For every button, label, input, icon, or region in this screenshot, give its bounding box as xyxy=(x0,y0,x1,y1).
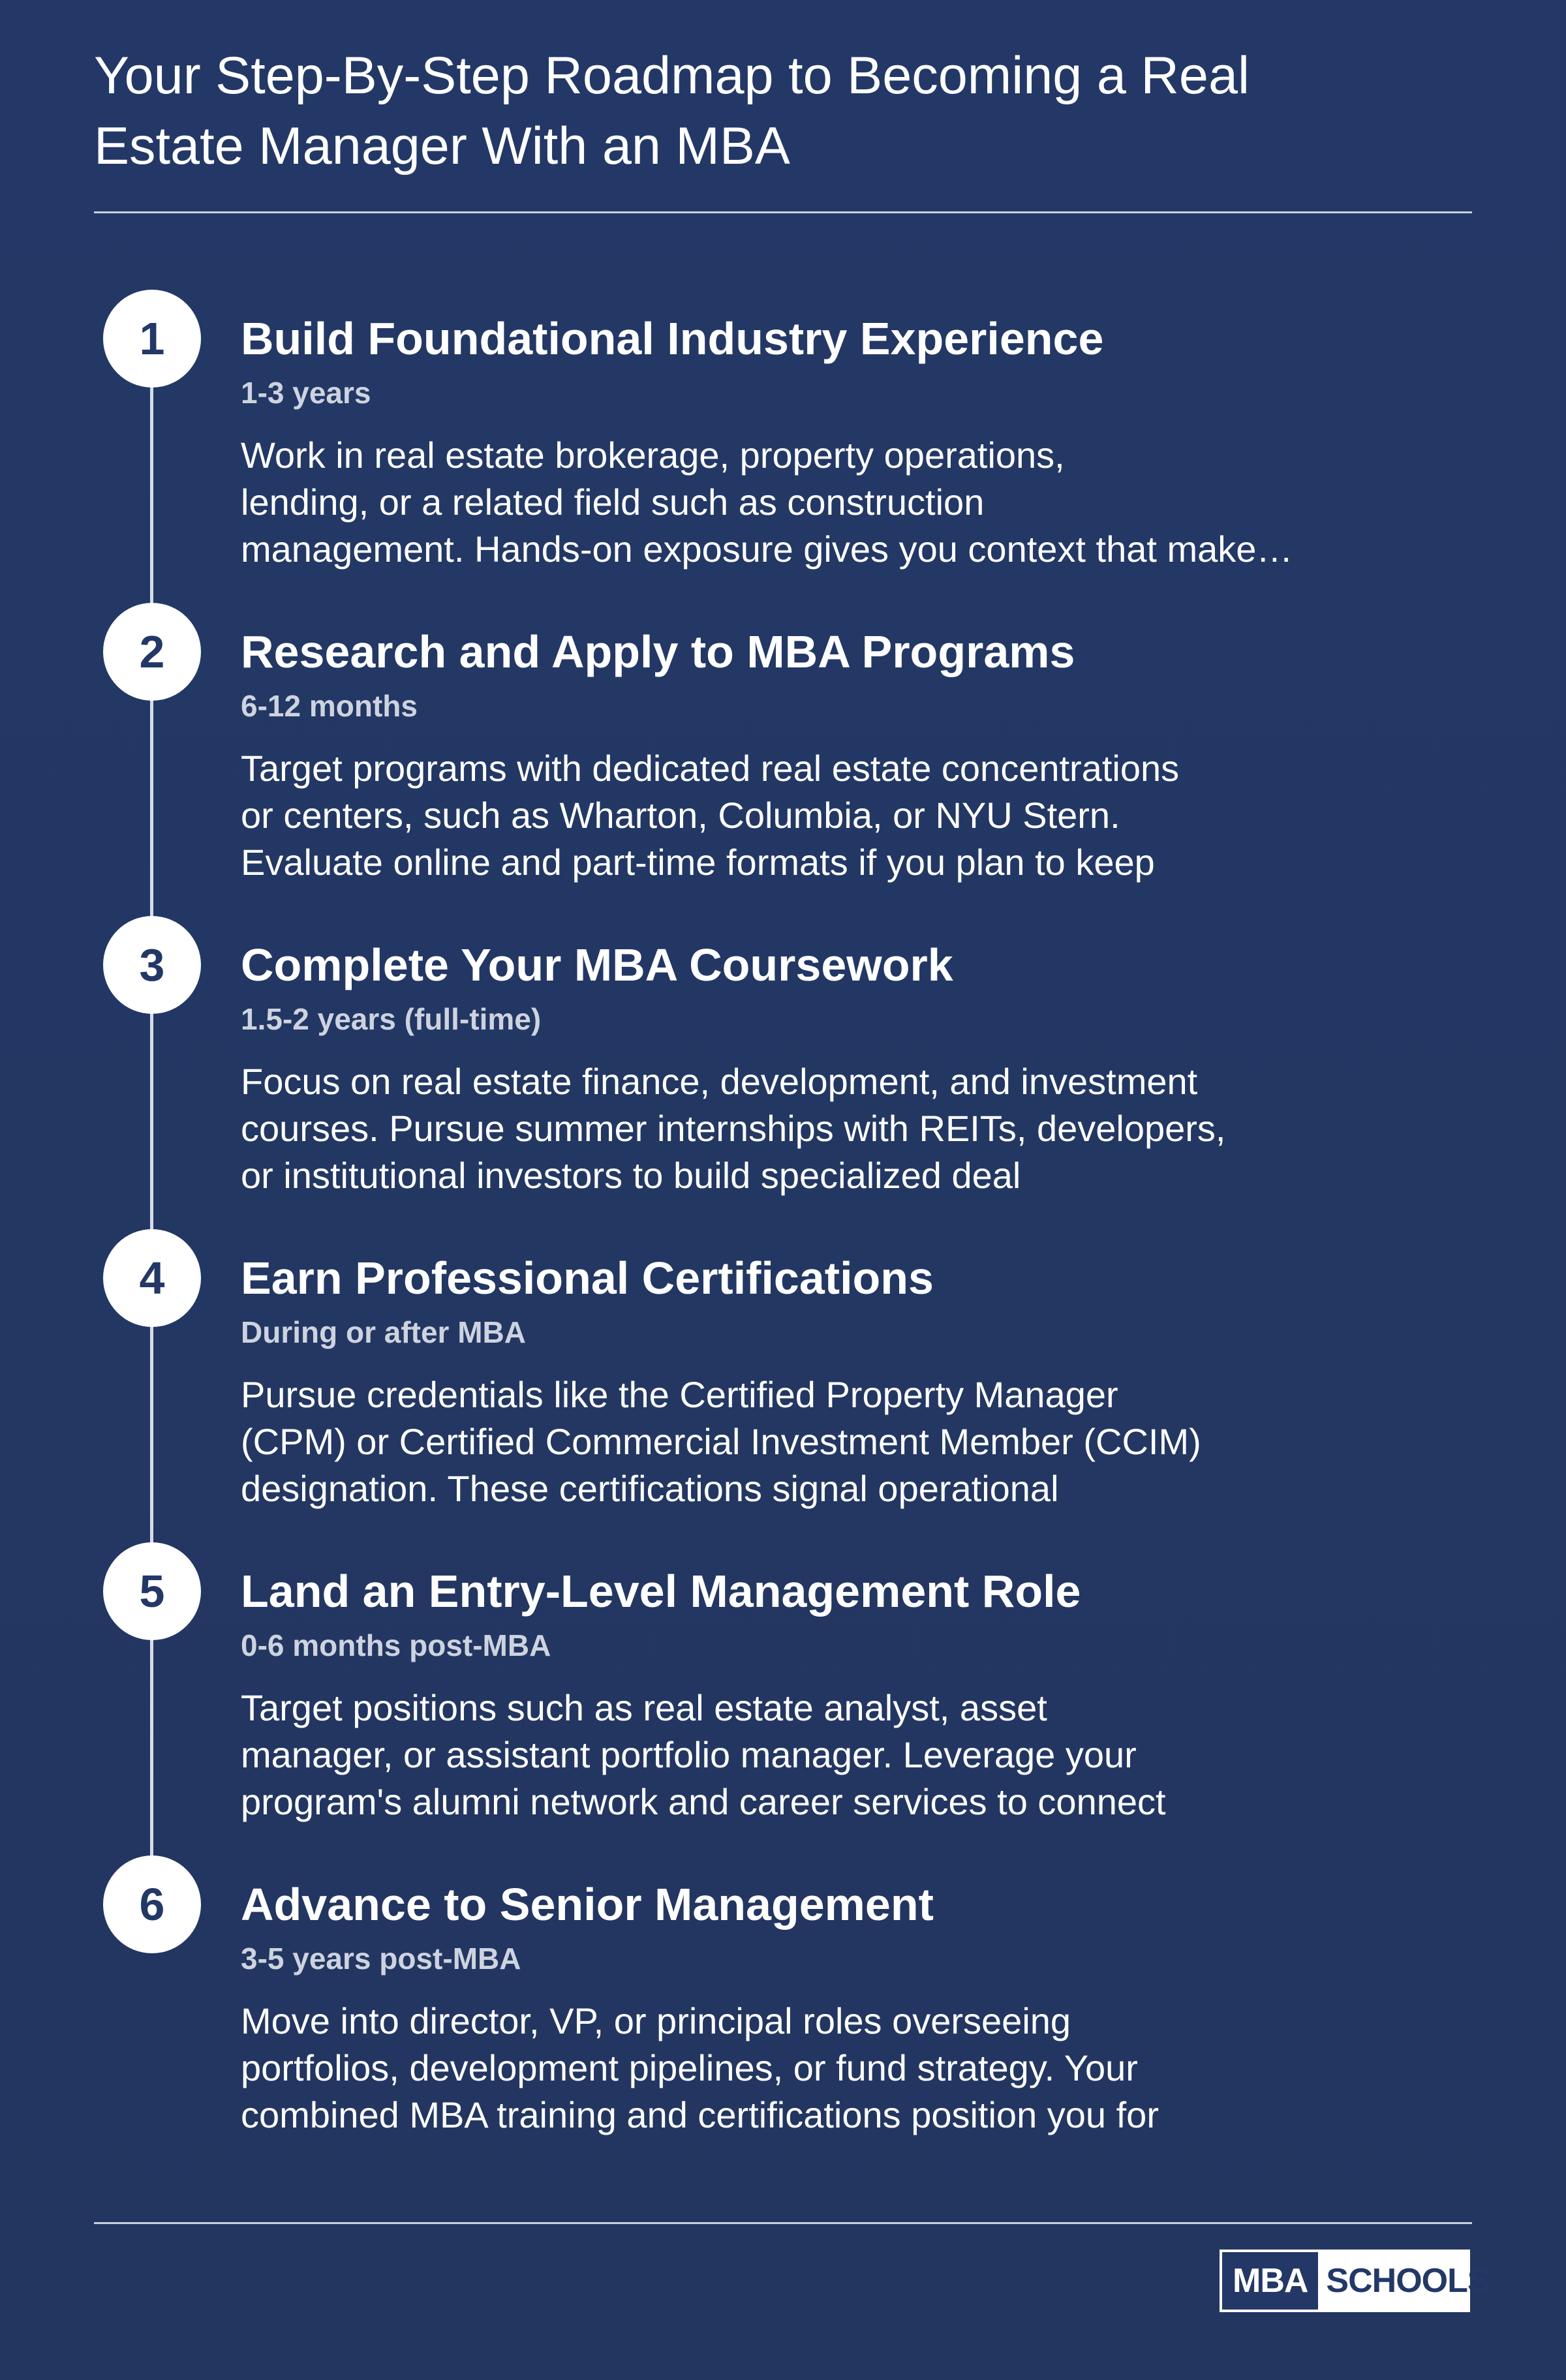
step-title: Earn Professional Certifications xyxy=(241,1253,934,1304)
description-line: Evaluate online and part-time formats if you plan to keep xyxy=(241,842,1155,883)
step-number-circle: 3 xyxy=(103,916,201,1014)
description-line: Work in real estate brokerage, property operations, xyxy=(241,435,1065,476)
description-line: (CPM) or Certified Commercial Investment Member (CCIM) xyxy=(241,1421,1201,1462)
description-line: Move into director, VP, or principal roles overseeing xyxy=(241,2000,1071,2041)
step-title: Complete Your MBA Coursework xyxy=(241,939,953,990)
step-description xyxy=(241,1998,1337,2139)
top-divider xyxy=(94,211,1472,213)
logo-mba-text: MBA xyxy=(1222,2252,1318,2310)
description-line: or centers, such as Wharton, Columbia, or NYU Stern. xyxy=(241,795,1120,836)
step-description xyxy=(241,745,1337,886)
page-title xyxy=(94,40,1399,181)
description-line: Target programs with dedicated real estate concentrations xyxy=(241,748,1180,789)
bottom-divider xyxy=(94,2222,1472,2224)
step-description xyxy=(241,1058,1337,1199)
logo-schools-text: SCHOOLS xyxy=(1326,2262,1490,2300)
description-line: portfolios, development pipelines, or fund strategy. Your xyxy=(241,2047,1138,2088)
step-number-circle: 2 xyxy=(103,603,201,701)
step-title: Advance to Senior Management xyxy=(241,1879,934,1930)
description-line: lending, or a related field such as construction xyxy=(241,481,985,523)
description-line: designation. These certifications signal operational xyxy=(241,1468,1059,1509)
description-line: combined MBA training and certifications position you for xyxy=(241,2094,1159,2135)
description-line: program's alumni network and career services to connect xyxy=(241,1781,1166,1822)
step-title: Land an Entry-Level Management Role xyxy=(241,1566,1081,1617)
step-duration: During or after MBA xyxy=(241,1315,526,1349)
step-title: Build Foundational Industry Experience xyxy=(241,313,1104,364)
step-duration: 1-3 years xyxy=(241,376,371,410)
step-description xyxy=(241,1685,1337,1825)
timeline-connector xyxy=(150,339,153,1905)
title-line: Estate Manager With an MBA xyxy=(94,117,790,175)
step-number-circle: 1 xyxy=(103,290,201,388)
description-line: manager, or assistant portfolio manager. Leverage your xyxy=(241,1734,1137,1775)
step-number-circle: 4 xyxy=(103,1229,201,1327)
mba-schools-logo xyxy=(1220,2250,1490,2312)
description-line: Focus on real estate finance, development, and investment xyxy=(241,1061,1198,1102)
step-duration: 1.5-2 years (full-time) xyxy=(241,1002,542,1036)
step-title: Research and Apply to MBA Programs xyxy=(241,626,1075,677)
step-number-circle: 5 xyxy=(103,1542,201,1640)
step-duration: 3-5 years post-MBA xyxy=(241,1942,521,1976)
step-duration: 6-12 months xyxy=(241,689,418,723)
step-number-circle: 6 xyxy=(103,1855,201,1953)
title-line: Your Step-By-Step Roadmap to Becoming a Real xyxy=(94,46,1250,105)
step-duration: 0-6 months post-MBA xyxy=(241,1628,551,1662)
step-description xyxy=(241,432,1337,573)
description-line: management. Hands-on exposure gives you context that make… xyxy=(241,528,1293,570)
description-line: Pursue credentials like the Certified Property Manager xyxy=(241,1374,1118,1415)
step-description xyxy=(241,1371,1337,1512)
description-line: courses. Pursue summer internships with REITs, developers, xyxy=(241,1108,1226,1149)
description-line: or institutional investors to build specialized deal xyxy=(241,1155,1021,1196)
description-line: Target positions such as real estate analyst, asset xyxy=(241,1687,1047,1728)
